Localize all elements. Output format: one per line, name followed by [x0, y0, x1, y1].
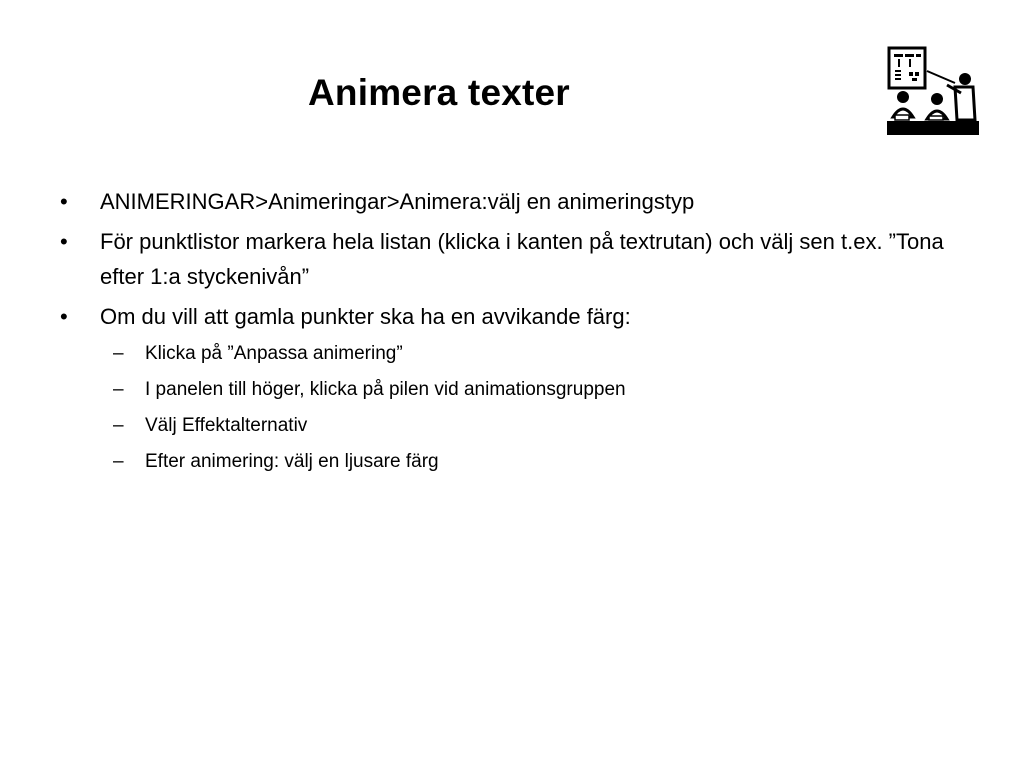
slide-body [60, 184, 960, 483]
sub-bullet-marker: – [113, 379, 124, 400]
bullet-marker: • [60, 304, 68, 329]
sub-bullet-item [60, 375, 960, 404]
bullet-marker: • [60, 229, 68, 254]
sub-bullet-item [60, 447, 960, 476]
bullet-marker: • [60, 189, 68, 214]
presentation-icon [885, 45, 979, 137]
sub-bullet-text: Efter animering: välj en ljusare färg [145, 451, 439, 472]
bullet-text: Om du vill att gamla punkter ska ha en avvikande färg: [100, 304, 631, 329]
bullet-item [60, 299, 960, 334]
sub-bullet-marker: – [113, 451, 124, 472]
sub-bullet-text: I panelen till höger, klicka på pilen vid animationsgruppen [145, 379, 626, 400]
slide-title: Animera texter [308, 72, 570, 113]
bullet-item [60, 184, 960, 219]
sub-bullet-marker: – [113, 415, 124, 436]
sub-bullet-text: Välj Effektalternativ [145, 415, 308, 436]
sub-bullet-item [60, 411, 960, 440]
bullet-item [60, 224, 960, 294]
bullet-text: För punktlistor markera hela listan (klicka i kanten på textrutan) och välj sen t.ex. ”Tona efter 1:a styckenivån” [100, 229, 944, 289]
bullet-text: ANIMERINGAR>Animeringar>Animera:välj en animeringstyp [100, 189, 695, 214]
sub-bullet-marker: – [113, 343, 124, 364]
sub-bullet-item [60, 339, 960, 368]
sub-bullet-text: Klicka på ”Anpassa animering” [145, 343, 403, 364]
